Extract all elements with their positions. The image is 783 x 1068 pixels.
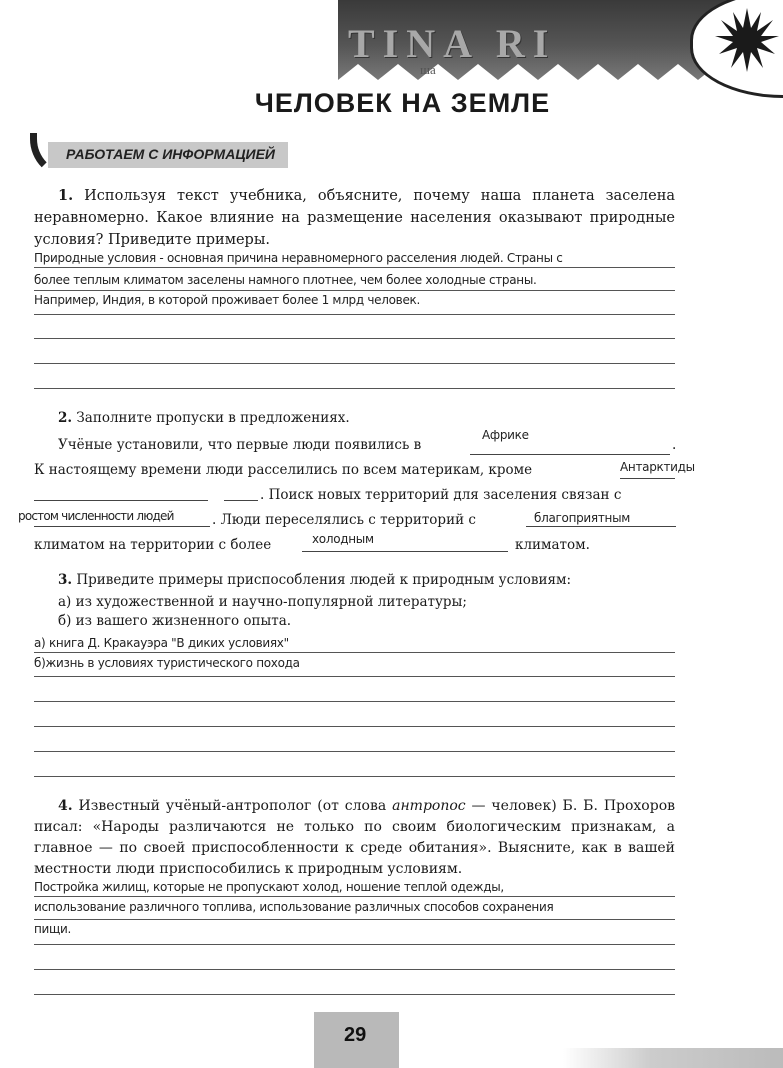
answer-line[interactable] [34, 776, 675, 777]
answer-line [34, 652, 675, 653]
q2-sentence-1: Учёные установили, что первые люди появились в [58, 437, 422, 453]
answer-line [34, 919, 675, 920]
question-1-text: Используя текст учебника, объясните, почему наша планета заселена неравномерно. Какое влияние на размещение населения оказывают природные условия? Приведите примеры. [34, 188, 676, 248]
answer-4-line-2[interactable]: использование различного топлива, использование различных способов сохранения [34, 900, 554, 914]
question-1-number: 1. [58, 187, 74, 204]
answer-3-line-1[interactable]: а) книга Д. Кракауэра "В диких условиях" [34, 636, 289, 650]
blank-2b[interactable] [34, 500, 208, 501]
answer-line[interactable] [34, 944, 675, 945]
page-number: 29 [344, 1024, 367, 1046]
answer-1-line-2[interactable]: более теплым климатом заселены намного плотнее, чем более холодные страны. [34, 273, 537, 287]
answer-4-line-1[interactable]: Постройка жилищ, которые не пропускают холод, ношение теплой одежды, [34, 880, 504, 894]
q2-sentence-3: . Поиск новых территорий для заселения связан с [260, 487, 622, 503]
answer-line[interactable] [34, 314, 675, 315]
question-4 [34, 796, 675, 880]
question-4-text-part-2: — человек) Б. Б. Прохоров писал: «Народы различаются не только по своим биологическим признакам, а главное — по своей приспособленности к среде обитания». Выясните, как в вашей местности люди приспособились к природным условиям. [34, 798, 676, 877]
blank-3-answer[interactable]: ростом численности людей [18, 509, 174, 523]
answer-4-line-3[interactable]: пищи. [34, 922, 72, 936]
banner-logo-text: TINA RI [348, 21, 557, 66]
answer-line[interactable] [34, 676, 675, 677]
q2-sentence-1-end: . [672, 437, 677, 453]
question-4-text-part-1: Известный учёный-антрополог (от слова [78, 798, 393, 814]
banner-subtext: ша [420, 62, 436, 77]
answer-line[interactable] [34, 726, 675, 727]
answer-line [34, 267, 675, 268]
answer-line[interactable] [34, 388, 675, 389]
answer-line[interactable] [34, 751, 675, 752]
answer-1-line-1[interactable]: Природные условия - основная причина неравномерного расселения людей. Страны с [34, 251, 563, 265]
question-3-text: Приведите примеры приспособления людей к природным условиям: [76, 572, 572, 588]
question-2 [58, 410, 350, 426]
q2-sentence-4: . Люди переселялись с территорий с [212, 512, 476, 528]
answer-1-line-3[interactable]: Например, Индия, в которой проживает более 1 млрд человек. [34, 293, 420, 307]
q2-sentence-2: К настоящему времени люди расселились по всем материкам, кроме [34, 462, 533, 478]
answer-line[interactable] [34, 969, 675, 970]
blank-4-answer[interactable]: благоприятным [534, 511, 631, 525]
blank-2c[interactable] [224, 500, 258, 501]
section-header [48, 142, 288, 168]
blank-2a[interactable] [620, 478, 675, 479]
blank-2-answer[interactable]: Антарктиды [620, 460, 695, 474]
question-3-item-a: а) из художественной и научно-популярной литературы; [58, 594, 467, 610]
answer-line[interactable] [34, 363, 675, 364]
blank-5[interactable] [302, 551, 508, 552]
answer-line[interactable] [34, 338, 675, 339]
blank-4[interactable] [526, 526, 676, 527]
question-3 [58, 572, 571, 588]
question-1 [34, 185, 675, 251]
q2-sentence-6: климатом. [515, 537, 590, 553]
blank-3[interactable] [34, 526, 210, 527]
q2-sentence-5: климатом на территории с более [34, 537, 272, 553]
scan-artifact [563, 1048, 783, 1068]
page-title: ЧЕЛОВЕК НА ЗЕМЛЕ [254, 88, 551, 118]
question-3-item-b: б) из вашего жизненного опыта. [58, 613, 292, 629]
question-4-italic-term: антропос [392, 798, 466, 814]
blank-1-answer[interactable]: Африке [482, 428, 529, 442]
question-2-number: 2. [58, 410, 73, 426]
answer-line [34, 896, 675, 897]
blank-1[interactable] [470, 454, 670, 455]
answer-line [34, 290, 675, 291]
question-4-number: 4. [58, 798, 73, 814]
question-2-intro: Заполните пропуски в предложениях. [76, 410, 350, 426]
section-header-label: РАБОТАЕМ С ИНФОРМАЦИЕЙ [66, 146, 275, 162]
answer-3-line-2[interactable]: б)жизнь в условиях туристического похода [34, 656, 300, 670]
star-icon [715, 8, 779, 72]
blank-5-answer[interactable]: холодным [312, 532, 374, 546]
answer-line[interactable] [34, 701, 675, 702]
answer-line[interactable] [34, 994, 675, 995]
question-3-number: 3. [58, 572, 73, 588]
